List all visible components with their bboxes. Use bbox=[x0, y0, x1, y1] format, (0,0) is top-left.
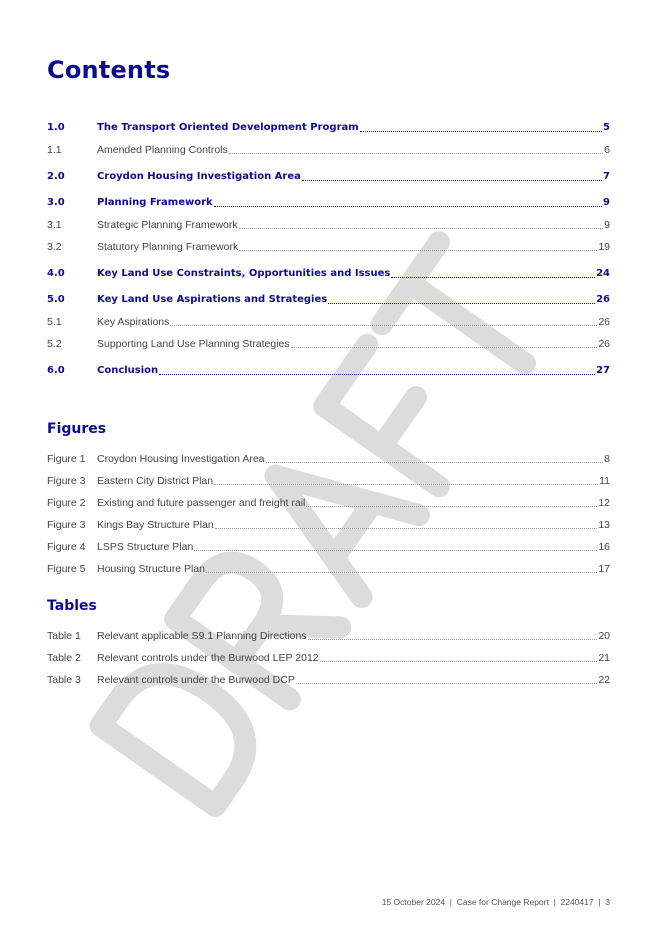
entry-page-number: 17 bbox=[598, 563, 610, 575]
toc-entry[interactable] bbox=[47, 562, 610, 576]
toc-entry[interactable] bbox=[47, 629, 610, 643]
entry-number: Figure 1 bbox=[47, 453, 86, 465]
entry-title: Croydon Housing Investigation Area bbox=[97, 171, 301, 182]
entry-title: Relevant controls under the Burwood LEP 2012 bbox=[97, 652, 319, 664]
entry-number: Table 1 bbox=[47, 630, 81, 642]
dot-leader bbox=[206, 571, 597, 573]
dot-leader bbox=[320, 660, 598, 662]
entry-page-number: 13 bbox=[598, 519, 610, 531]
footer-report-title: Case for Change Report bbox=[456, 897, 549, 907]
entry-page-number: 20 bbox=[598, 630, 610, 642]
entry-number: 3.2 bbox=[47, 241, 62, 253]
page-title: Contents bbox=[47, 56, 171, 84]
entry-number: 5.1 bbox=[47, 316, 62, 328]
page-footer bbox=[372, 887, 610, 917]
dot-leader bbox=[308, 638, 598, 640]
dot-leader bbox=[239, 227, 604, 229]
entry-page-number: 26 bbox=[598, 338, 610, 350]
entry-title: Housing Structure Plan bbox=[97, 563, 205, 575]
toc-entry[interactable] bbox=[47, 218, 610, 232]
entry-number: 5.0 bbox=[47, 294, 65, 305]
entry-number: 3.0 bbox=[47, 197, 65, 208]
figures-heading: Figures bbox=[47, 421, 107, 437]
entry-title: Conclusion bbox=[97, 365, 159, 376]
entry-title: LSPS Structure Plan bbox=[97, 541, 194, 553]
entry-title: Statutory Planning Framework bbox=[97, 241, 239, 253]
entry-title: Strategic Planning Framework bbox=[97, 219, 238, 231]
entry-title: Supporting Land Use Planning Strategies bbox=[97, 338, 290, 350]
entry-title: Existing and future passenger and freight rail bbox=[97, 497, 306, 509]
toc-entry[interactable] bbox=[47, 267, 610, 281]
footer-separator: | bbox=[548, 897, 561, 907]
dot-leader bbox=[360, 130, 602, 132]
dot-leader bbox=[302, 179, 602, 181]
dot-leader bbox=[214, 205, 602, 207]
entry-page-number: 19 bbox=[598, 241, 610, 253]
toc-entry[interactable] bbox=[47, 474, 610, 488]
entry-page-number: 16 bbox=[598, 541, 610, 553]
toc-entry[interactable] bbox=[47, 496, 610, 510]
entry-number: 1.1 bbox=[47, 144, 62, 156]
entry-number: Table 2 bbox=[47, 652, 81, 664]
toc-entry[interactable] bbox=[47, 651, 610, 665]
entry-title: Amended Planning Controls bbox=[97, 144, 228, 156]
entry-page-number: 9 bbox=[603, 197, 610, 208]
entry-number: 2.0 bbox=[47, 171, 65, 182]
entry-title: Key Aspirations bbox=[97, 316, 170, 328]
toc-entry[interactable] bbox=[47, 196, 610, 210]
entry-page-number: 26 bbox=[598, 316, 610, 328]
entry-page-number: 22 bbox=[598, 674, 610, 686]
entry-title: Planning Framework bbox=[97, 197, 213, 208]
toc-entry[interactable] bbox=[47, 121, 610, 135]
entry-number: Figure 2 bbox=[47, 497, 86, 509]
toc-entry[interactable] bbox=[47, 143, 610, 157]
entry-page-number: 21 bbox=[598, 652, 610, 664]
footer-page-number: 3 bbox=[605, 897, 610, 907]
footer-reference: 2240417 bbox=[560, 897, 594, 907]
dot-leader bbox=[291, 346, 598, 348]
toc-entry[interactable] bbox=[47, 673, 610, 687]
entry-number: 3.1 bbox=[47, 219, 62, 231]
entry-title: The Transport Oriented Development Program bbox=[97, 122, 359, 133]
entry-number: 4.0 bbox=[47, 268, 65, 279]
dot-leader bbox=[296, 682, 597, 684]
entry-page-number: 26 bbox=[596, 294, 610, 305]
tables-heading: Tables bbox=[47, 598, 97, 614]
toc-entry[interactable] bbox=[47, 364, 610, 378]
entry-title: Relevant applicable S9.1 Planning Directions bbox=[97, 630, 307, 642]
entry-title: Key Land Use Aspirations and Strategies bbox=[97, 294, 328, 305]
dot-leader bbox=[159, 373, 595, 375]
dot-leader bbox=[306, 505, 597, 507]
entry-title: Croydon Housing Investigation Area bbox=[97, 453, 265, 465]
entry-number: Figure 4 bbox=[47, 541, 86, 553]
footer-date: 15 October 2024 bbox=[381, 897, 446, 907]
dot-leader bbox=[391, 276, 595, 278]
entry-page-number: 12 bbox=[598, 497, 610, 509]
entry-page-number: 9 bbox=[604, 219, 610, 231]
entry-number: 5.2 bbox=[47, 338, 62, 350]
toc-entry[interactable] bbox=[47, 170, 610, 184]
toc-entry[interactable] bbox=[47, 540, 610, 554]
toc-entry[interactable] bbox=[47, 293, 610, 307]
dot-leader bbox=[239, 249, 597, 251]
toc-entry[interactable] bbox=[47, 337, 610, 351]
toc-entry[interactable] bbox=[47, 452, 610, 466]
footer-separator: | bbox=[445, 897, 457, 907]
entry-page-number: 7 bbox=[603, 171, 610, 182]
dot-leader bbox=[229, 152, 603, 154]
entry-page-number: 11 bbox=[599, 475, 610, 487]
entry-number: Figure 5 bbox=[47, 563, 86, 575]
entry-page-number: 6 bbox=[604, 144, 610, 156]
entry-number: Figure 3 bbox=[47, 519, 86, 531]
entry-title: Key Land Use Constraints, Opportunities and Issues bbox=[97, 268, 391, 279]
dot-leader bbox=[194, 549, 597, 551]
entry-page-number: 27 bbox=[596, 365, 610, 376]
entry-number: Figure 3 bbox=[47, 475, 86, 487]
entry-number: 6.0 bbox=[47, 365, 65, 376]
dot-leader bbox=[215, 527, 598, 529]
entry-number: Table 3 bbox=[47, 674, 81, 686]
entry-page-number: 8 bbox=[604, 453, 610, 465]
dot-leader bbox=[170, 324, 597, 326]
entry-title: Relevant controls under the Burwood DCP bbox=[97, 674, 295, 686]
toc-entry[interactable] bbox=[47, 518, 610, 532]
dot-leader bbox=[214, 483, 598, 485]
entry-title: Eastern City District Plan bbox=[97, 475, 214, 487]
toc-entry[interactable] bbox=[47, 240, 610, 254]
entry-title: Kings Bay Structure Plan bbox=[97, 519, 214, 531]
entry-number: 1.0 bbox=[47, 122, 65, 133]
dot-leader bbox=[266, 461, 604, 463]
footer-separator: | bbox=[593, 897, 606, 907]
entry-page-number: 24 bbox=[596, 268, 610, 279]
dot-leader bbox=[328, 302, 595, 304]
toc-entry[interactable] bbox=[47, 315, 610, 329]
entry-page-number: 5 bbox=[603, 122, 610, 133]
